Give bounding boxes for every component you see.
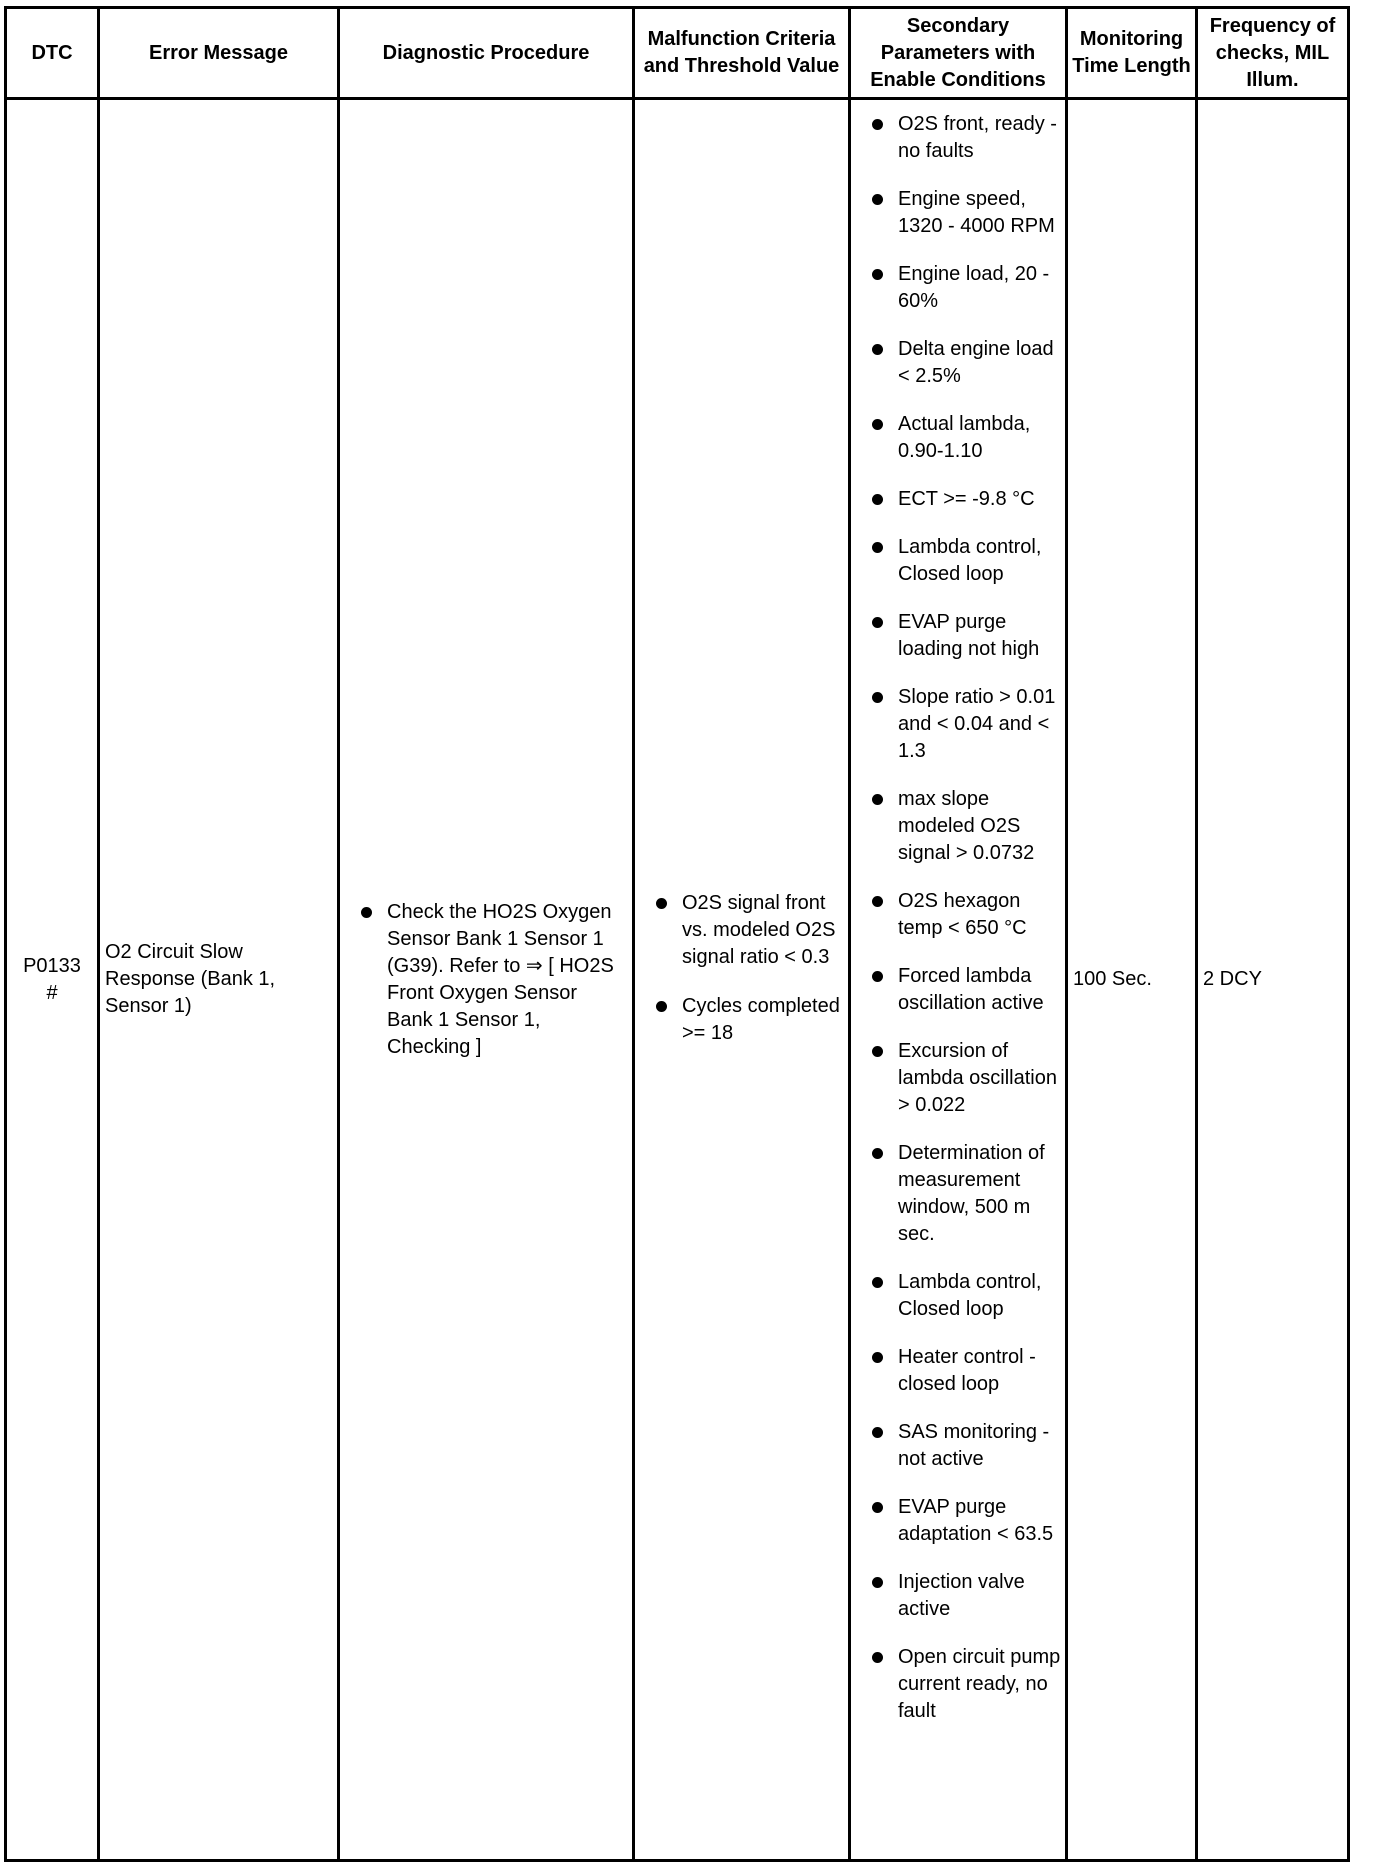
dtc-code: P0133	[23, 954, 81, 977]
error-message-cell: O2 Circuit Slow Response (Bank 1, Sensor 1)	[99, 99, 339, 1861]
list-item: EVAP purge loading not high	[851, 609, 1065, 663]
list-item: O2S hexagon temp < 650 °C	[851, 888, 1065, 942]
header-dtc: DTC	[6, 8, 99, 99]
list-item: Actual lambda, 0.90-1.10	[851, 411, 1065, 465]
list-item: Lambda control, Closed loop	[851, 534, 1065, 588]
list-item: SAS monitoring - not active	[851, 1419, 1065, 1473]
table-row	[6, 99, 1349, 1861]
header-diagnostic-procedure: Diagnostic Procedure	[339, 8, 634, 99]
secondary-parameters-cell	[850, 99, 1067, 1861]
list-item: EVAP purge adaptation < 63.5	[851, 1494, 1065, 1548]
frequency-cell: 2 DCY	[1197, 99, 1349, 1861]
list-item: Engine load, 20 - 60%	[851, 261, 1065, 315]
malfunction-criteria-cell	[634, 99, 850, 1861]
header-secondary-parameters: Secondary Parameters with Enable Conditions	[850, 8, 1067, 99]
list-item: max slope modeled O2S signal > 0.0732	[851, 786, 1065, 867]
list-item: Open circuit pump current ready, no fault	[851, 1644, 1065, 1725]
dtc-table	[4, 6, 1350, 1862]
header-row	[6, 8, 1349, 99]
header-malfunction-criteria: Malfunction Criteria and Threshold Value	[634, 8, 850, 99]
header-error-message: Error Message	[99, 8, 339, 99]
list-item: Determination of measurement window, 500 m sec.	[851, 1140, 1065, 1248]
malfunction-criteria-list	[635, 890, 848, 1047]
list-item: Check the HO2S Oxygen Sensor Bank 1 Sensor 1 (G39). Refer to ⇒ [ HO2S Front Oxygen Sensor Bank 1 Sensor 1, Checking ]	[340, 899, 630, 1061]
dtc-suffix: #	[46, 981, 58, 1004]
list-item: Heater control - closed loop	[851, 1344, 1065, 1398]
list-item: ECT >= -9.8 °C	[851, 486, 1065, 513]
list-item: Delta engine load < 2.5%	[851, 336, 1065, 390]
secondary-parameters-list	[851, 111, 1065, 1725]
header-monitoring-time: Monitoring Time Length	[1067, 8, 1197, 99]
diagnostic-procedure-cell	[339, 99, 634, 1861]
list-item: Injection valve active	[851, 1569, 1065, 1623]
list-item: Cycles completed >= 18	[635, 993, 848, 1047]
list-item: Excursion of lambda oscillation > 0.022	[851, 1038, 1065, 1119]
header-frequency: Frequency of checks, MIL Illum.	[1197, 8, 1349, 99]
list-item: O2S signal front vs. modeled O2S signal ratio < 0.3	[635, 890, 848, 971]
list-item: Lambda control, Closed loop	[851, 1269, 1065, 1323]
list-item: Engine speed, 1320 - 4000 RPM	[851, 186, 1065, 240]
list-item: Slope ratio > 0.01 and < 0.04 and < 1.3	[851, 684, 1065, 765]
list-item: Forced lambda oscillation active	[851, 963, 1065, 1017]
diagnostic-procedure-list	[340, 899, 632, 1061]
monitoring-time-cell: 100 Sec.	[1067, 99, 1197, 1861]
list-item: O2S front, ready - no faults	[851, 111, 1065, 165]
dtc-cell	[6, 99, 99, 1861]
